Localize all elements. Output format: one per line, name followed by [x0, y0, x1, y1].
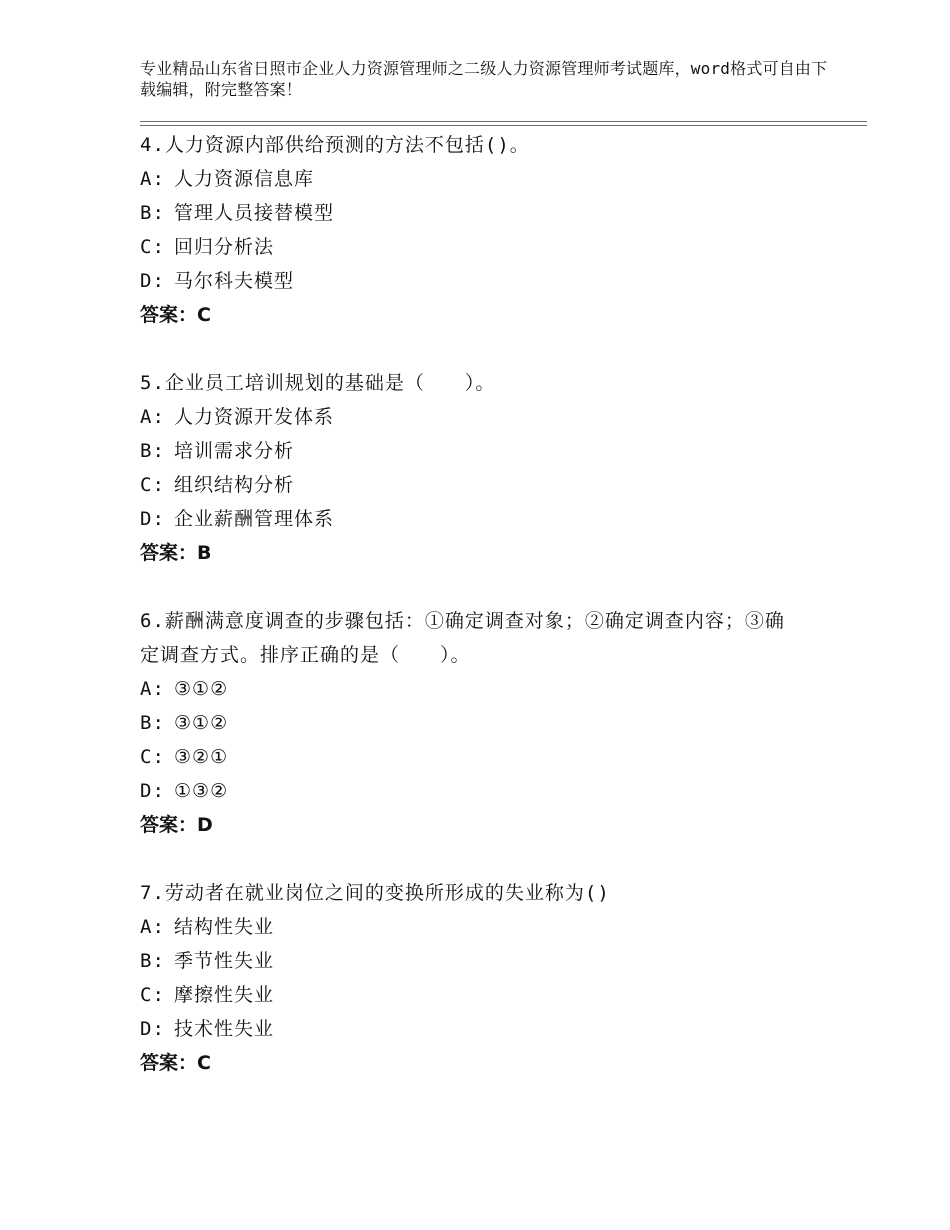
option-text: 马尔科夫模型 — [174, 270, 295, 292]
option-key: D: — [140, 1018, 165, 1040]
option-key: A: — [140, 916, 165, 938]
option-key: D: — [140, 780, 165, 802]
option-text: 结构性失业 — [174, 916, 275, 938]
option-text: 技术性失业 — [174, 1018, 275, 1040]
answer-line: 答案：C — [140, 1052, 211, 1074]
option-key: A: — [140, 168, 165, 190]
answer-line: 答案：D — [140, 814, 213, 836]
option-c — [140, 740, 840, 774]
option-d — [140, 774, 840, 808]
option-key: C: — [140, 984, 165, 1006]
option-a — [140, 672, 840, 706]
option-text: ③①② — [174, 712, 229, 734]
option-b — [140, 434, 840, 468]
option-text: 摩擦性失业 — [174, 984, 275, 1006]
option-d — [140, 264, 840, 298]
option-key: B: — [140, 440, 165, 462]
option-key: C: — [140, 746, 165, 768]
option-b — [140, 706, 840, 740]
option-text: ③①② — [174, 678, 229, 700]
option-b — [140, 196, 840, 230]
question-list — [140, 128, 840, 1114]
option-text: 回归分析法 — [174, 236, 275, 258]
option-key: A: — [140, 406, 165, 428]
option-key: D: — [140, 270, 165, 292]
option-key: B: — [140, 712, 165, 734]
question-stem: 4.人力资源内部供给预测的方法不包括()。 — [140, 134, 530, 156]
option-key: A: — [140, 678, 165, 700]
option-a — [140, 910, 840, 944]
option-text: 人力资源开发体系 — [174, 406, 335, 428]
question-stem: 6.薪酬满意度调查的步骤包括：①确定调查对象；②确定调查内容；③确定调查方式。排序正确的是（ ）。 — [140, 610, 785, 666]
option-text: 人力资源信息库 — [174, 168, 315, 190]
option-a — [140, 162, 840, 196]
question-stem: 7.劳动者在就业岗位之间的变换所形成的失业称为() — [140, 882, 610, 904]
answer-line: 答案：B — [140, 542, 212, 564]
option-text: 管理人员接替模型 — [174, 202, 335, 224]
option-key: C: — [140, 236, 165, 258]
header-divider-top — [140, 121, 867, 122]
option-d — [140, 502, 840, 536]
option-key: B: — [140, 202, 165, 224]
option-text: 培训需求分析 — [174, 440, 295, 462]
option-key: C: — [140, 474, 165, 496]
question-stem: 5.企业员工培训规划的基础是（ ）。 — [140, 372, 496, 394]
option-a — [140, 400, 840, 434]
question-5 — [140, 366, 840, 570]
question-7 — [140, 876, 840, 1080]
option-d — [140, 1012, 840, 1046]
header-divider-bottom — [140, 125, 867, 126]
option-key: D: — [140, 508, 165, 530]
document-header: 专业精品山东省日照市企业人力资源管理师之二级人力资源管理师考试题库，word格式可自由下载编辑，附完整答案！ — [140, 59, 828, 99]
answer-line: 答案：C — [140, 304, 211, 326]
question-4 — [140, 128, 840, 332]
option-text: 季节性失业 — [174, 950, 275, 972]
option-c — [140, 468, 840, 502]
option-text: 企业薪酬管理体系 — [174, 508, 335, 530]
option-text: ③②① — [174, 746, 229, 768]
option-key: B: — [140, 950, 165, 972]
option-c — [140, 230, 840, 264]
question-6 — [140, 604, 840, 842]
option-b — [140, 944, 840, 978]
option-c — [140, 978, 840, 1012]
option-text: 组织结构分析 — [174, 474, 295, 496]
option-text: ①③② — [174, 780, 229, 802]
